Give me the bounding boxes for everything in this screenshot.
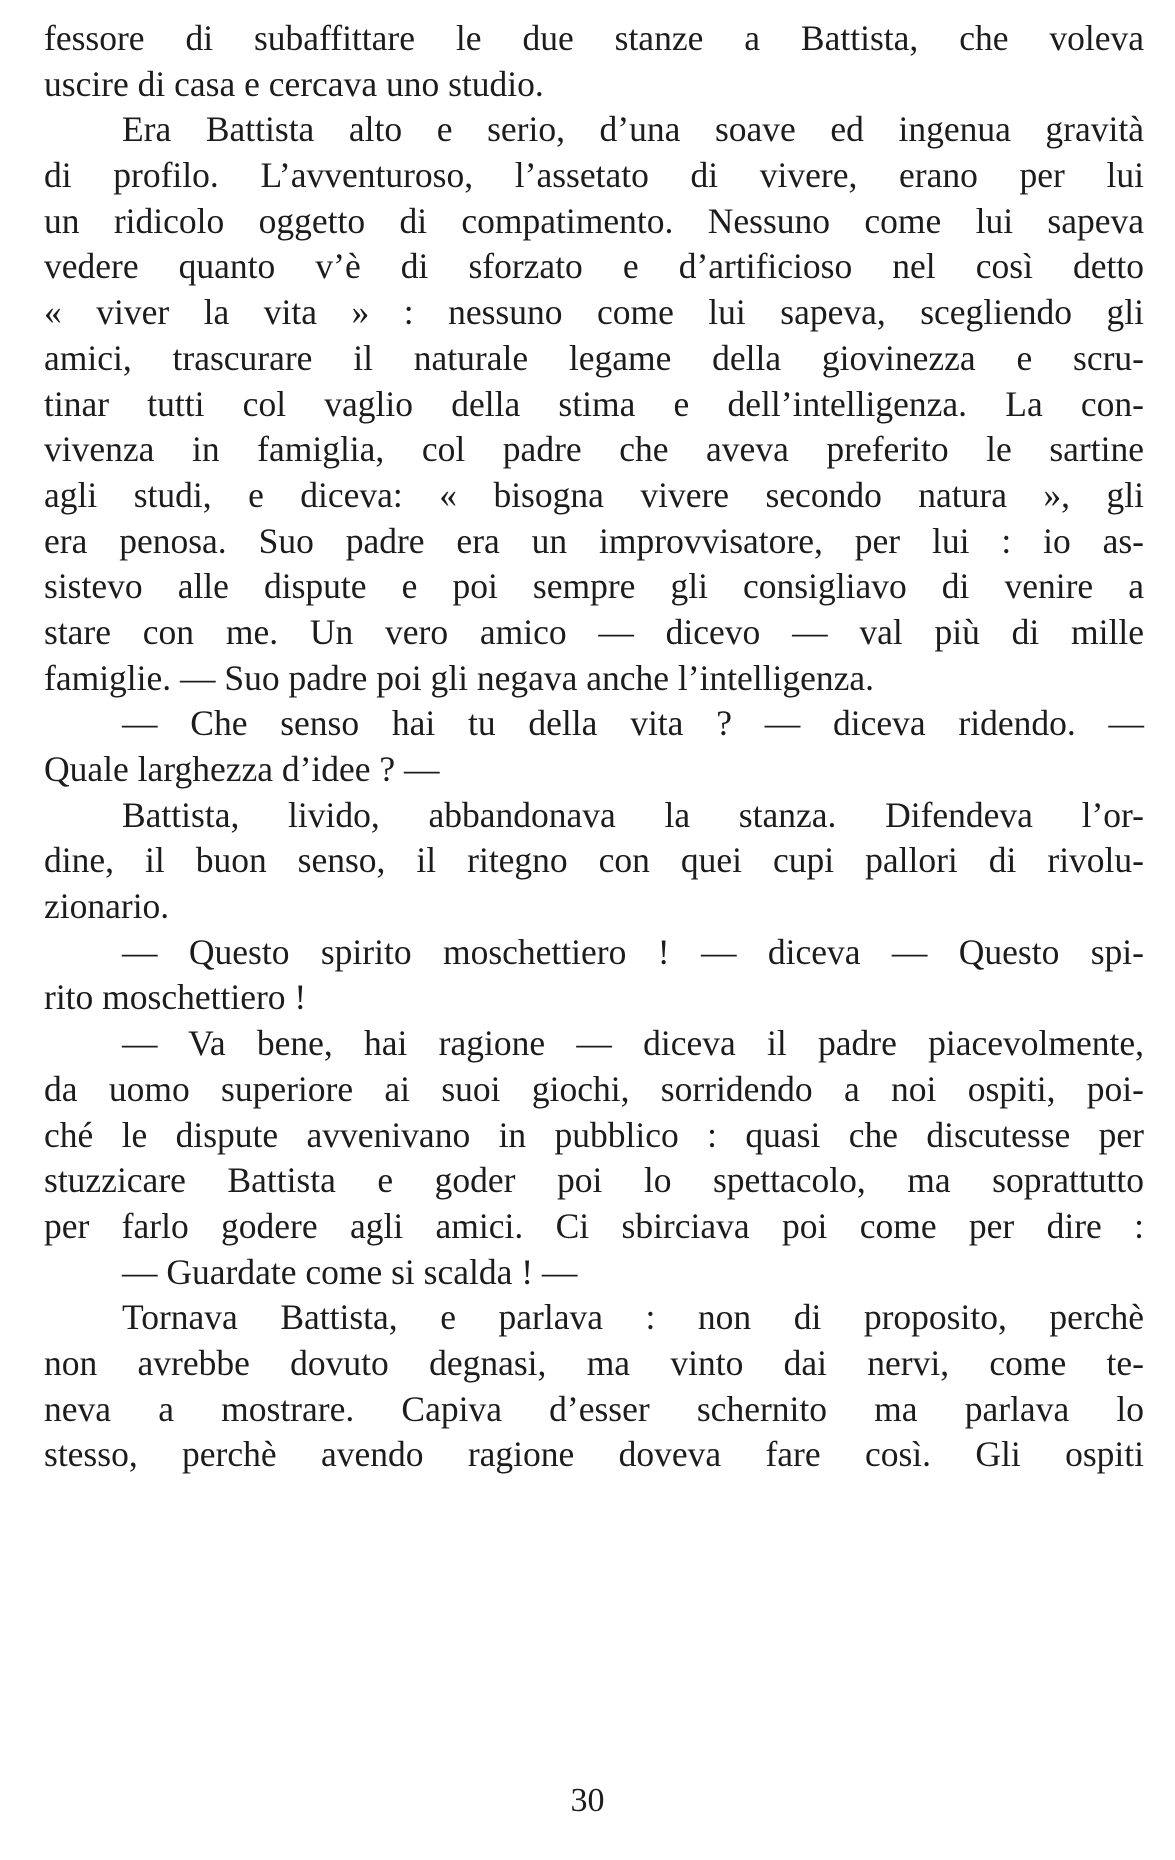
text-line: dine, il buon senso, il ritegno con quei cupi pallori di rivolu- bbox=[44, 840, 1144, 881]
text-line: rito moschettiero ! bbox=[44, 977, 307, 1018]
text-line: di profilo. L’avventuroso, l’assetato di vivere, erano per lui bbox=[44, 155, 1144, 196]
text-line: « viver la vita » : nessuno come lui sapeva, scegliendo gli bbox=[44, 292, 1144, 333]
text-line: agli studi, e diceva: « bisogna vivere secondo natura », gli bbox=[44, 474, 1144, 515]
text-line: amici, trascurare il naturale legame della giovinezza e scru- bbox=[44, 337, 1144, 378]
text-line: un ridicolo oggetto di compatimento. Nessuno come lui sapeva bbox=[44, 200, 1144, 241]
text-line: neva a mostrare. Capiva d’esser schernito ma parlava lo bbox=[44, 1388, 1144, 1429]
text-line: da uomo superiore ai suoi giochi, sorridendo a noi ospiti, poi- bbox=[44, 1068, 1144, 1109]
text-line: Quale larghezza d’idee ? — bbox=[44, 749, 440, 789]
text-line: sistevo alle dispute e poi sempre gli consigliavo di venire a bbox=[44, 566, 1144, 607]
text-line: ché le dispute avvenivano in pubblico : quasi che discutesse per bbox=[44, 1114, 1144, 1155]
text-line: — Va bene, hai ragione — diceva il padre piacevolmente, bbox=[122, 1023, 1144, 1064]
text-line: fessore di subaffittare le due stanze a Battista, che voleva bbox=[44, 18, 1144, 58]
text-line: — Che senso hai tu della vita ? — diceva ridendo. — bbox=[122, 703, 1144, 744]
text-line: tinar tutti col vaglio della stima e dell’intelligenza. La con- bbox=[44, 383, 1144, 424]
text-line: — Questo spirito moschettiero ! — diceva — Questo spi- bbox=[122, 931, 1144, 972]
text-line: famiglie. — Suo padre poi gli negava anche l’intelligenza. bbox=[44, 657, 875, 698]
text-line: era penosa. Suo padre era un improvvisatore, per lui : io as- bbox=[44, 520, 1144, 561]
text-line: stare con me. Un vero amico — dicevo — val più di mille bbox=[44, 611, 1144, 652]
text-line: vedere quanto v’è di sforzato e d’artificioso nel così detto bbox=[44, 246, 1144, 287]
text-line: — Guardate come si scalda ! — bbox=[122, 1251, 578, 1292]
text-line: Battista, livido, abbandonava la stanza. Difendeva l’or- bbox=[122, 794, 1144, 835]
text-line: non avrebbe dovuto degnasi, ma vinto dai nervi, come te- bbox=[44, 1342, 1144, 1383]
text-line: stuzzicare Battista e goder poi lo spettacolo, ma soprattutto bbox=[44, 1160, 1144, 1201]
text-line: uscire di casa e cercava uno studio. bbox=[44, 63, 544, 104]
text-line: Era Battista alto e serio, d’una soave ed ingenua gravità bbox=[122, 109, 1144, 150]
text-line: vivenza in famiglia, col padre che aveva preferito le sartine bbox=[44, 429, 1144, 470]
page-body bbox=[44, 16, 1144, 1478]
page-number: 30 bbox=[570, 1782, 605, 1819]
text-line: stesso, perchè avendo ragione doveva fare così. Gli ospiti bbox=[44, 1434, 1144, 1475]
text-line: zionario. bbox=[44, 886, 170, 927]
text-line: Tornava Battista, e parlava : non di proposito, perchè bbox=[122, 1297, 1144, 1338]
text-line: per farlo godere agli amici. Ci sbirciava poi come per dire : bbox=[44, 1205, 1144, 1246]
